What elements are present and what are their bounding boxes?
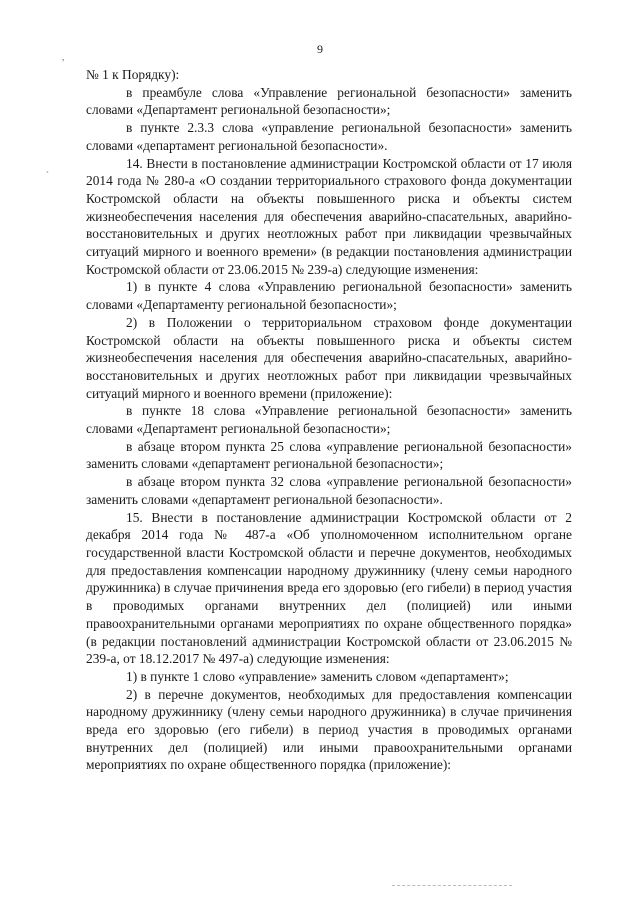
- document-body: [86, 66, 572, 774]
- paragraph-15-item-2: 2) в перечне документов, необходимых для предоставления компенсации народному дружиннику (члену семьи народного дружинника) в случае причинения вреда его здоровью (его гибели) в период участия в проводимых органами внутренних дел (полицией) или иными правоохранительными органами мероприятиях по охране общественного порядка (приложение):: [86, 686, 572, 773]
- paragraph-section-15: 15. Внести в постановление администрации Костромской области от 2 декабря 2014 года № 487-а «Об уполномоченном исполнительном органе государственной власти Костромской области и перечне документов, необходимых для предоставления компенсации народному дружиннику (члену семьи народного дружинника) в случае причинения вреда его здоровью (его гибели) в период участия в проводимых органами внутренних дел (полицией) или иными правоохранительными органами мероприятиях по охране общественного порядка» (в редакции постановлений администрации Костромской области от 23.06.2015 № 239-а, от 18.12.2017 № 497-а) следующие изменения:: [86, 509, 572, 667]
- paragraph-14-item-2: 2) в Положении о территориальном страховом фонде документации Костромской области на объекты повышенного риска и объекты систем жизнеобеспечения населения для обеспечения аварийно-спасательных, аварийно-восстановительных и других неотложных работ при ликвидации чрезвычайных ситуаций мирного и военного времени (приложение):: [86, 314, 572, 401]
- paragraph-continuation: № 1 к Порядку):: [86, 67, 180, 82]
- page-number: 9: [317, 42, 323, 56]
- paragraph-14-item-1: 1) в пункте 4 слова «Управлению региональной безопасности» заменить словами «Департаменту региональной безопасности»;: [86, 279, 572, 313]
- paragraph-item-18-amendment: в пункте 18 слова «Управление региональной безопасности» заменить словами «Департамент региональной безопасности»;: [86, 403, 572, 437]
- footer-divider: [392, 885, 512, 886]
- margin-mark: `: [46, 170, 49, 180]
- paragraph-15-item-1: 1) в пункте 1 слово «управление» заменить словом «департамент»;: [126, 668, 509, 684]
- paragraph-item-2-3-3-amendment: в пункте 2.3.3 слова «управление региональной безопасности» заменить словами «департамент региональной безопасности».: [86, 120, 572, 153]
- paragraph-item-32-amendment: в абзаце втором пункта 32 слова «управление региональной безопасности» заменить словами «департамент региональной безопасности».: [86, 474, 572, 507]
- paragraph-section-14: 14. Внести в постановление администрации Костромской области от 17 июля 2014 года № 280-а «О создании территориального страхового фонда документации Костромской области на объекты повышенного риска и объекты систем жизнеобеспечения населения для обеспечения аварийно-спасательных, аварийно-восстановительных и других неотложных работ при ликвидации чрезвычайных ситуаций мирного и военного времени» (в редакции постановления администрации Костромской области от 23.06.2015 № 239-а) следующие изменения:: [86, 155, 572, 277]
- paragraph-preamble-amendment: в преамбуле слова «Управление региональной безопасности» заменить словами «Департамент региональной безопасности»;: [86, 84, 572, 118]
- margin-mark: ,: [62, 52, 65, 62]
- paragraph-item-25-amendment: в абзаце втором пункта 25 слова «управление региональной безопасности» заменить словами «департамент региональной безопасности»;: [86, 438, 572, 472]
